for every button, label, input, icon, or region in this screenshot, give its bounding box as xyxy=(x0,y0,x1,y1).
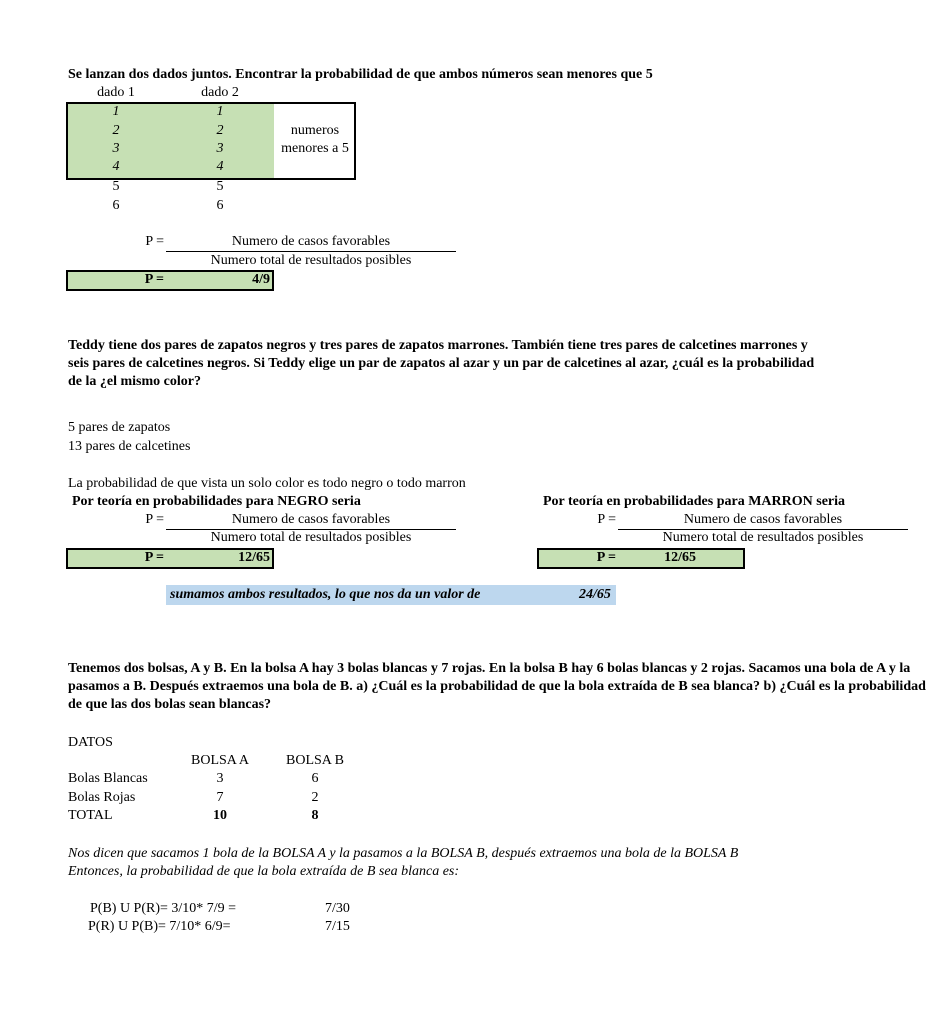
explanation-line2: Entonces, la probabilidad de que la bola extraída de B sea blanca es: xyxy=(68,864,460,879)
problem2-line1: Teddy tiene dos pares de zapatos negros y tres pares de zapatos marrones. También tiene tres pares de calcetines marrones y xyxy=(68,338,808,353)
zapatos-count: 5 pares de zapatos xyxy=(68,420,171,435)
row-label: Bolas Blancas xyxy=(68,771,148,786)
dado1-cell: 6 xyxy=(112,198,120,213)
left-p-label: P = xyxy=(145,512,164,527)
problem3-line2: pasamos a B. Después extraemos una bola de B. a) ¿Cuál es la probabilidad de que la bola extraída de B sea blanca? b) ¿Cuál es la probabilidad xyxy=(68,679,926,694)
dado2-cell: 1 xyxy=(216,104,224,119)
sum-text: sumamos ambos resultados, lo que nos da un valor de xyxy=(170,587,481,602)
row-label: TOTAL xyxy=(68,808,113,823)
sum-value: 24/65 xyxy=(579,587,611,602)
right-numerator: Numero de casos favorables xyxy=(683,512,843,527)
explanation-line1: Nos dicen que sacamos 1 bola de la BOLSA A y la pasamos a la BOLSA B, después extraemos una bola de la BOLSA B xyxy=(68,846,739,861)
problem1-question: Se lanzan dos dados juntos. Encontrar la probabilidad de que ambos números sean menores que 5 xyxy=(68,67,653,82)
dado1-cell: 2 xyxy=(112,123,120,138)
dado2-cell: 2 xyxy=(216,123,224,138)
col-bolsa-b: BOLSA B xyxy=(286,753,344,768)
calcetines-count: 13 pares de calcetines xyxy=(68,439,191,454)
problem2-line2: seis pares de calcetines negros. Si Teddy elige un par de zapatos al azar y un par de calcetines al azar, ¿cuál es la probabilidad xyxy=(68,356,815,371)
dado1-cell: 3 xyxy=(112,141,120,156)
row-value-b: 8 xyxy=(311,808,319,823)
left-result-label: P = xyxy=(144,550,164,565)
right-p-label: P = xyxy=(597,512,616,527)
problem3-line3: de que las dos bolas sean blancas? xyxy=(68,697,272,712)
row-value-a: 10 xyxy=(213,808,227,823)
calc1-expression: P(B) U P(R)= 3/10* 7/9 = xyxy=(90,901,237,916)
result-value: 4/9 xyxy=(252,272,270,287)
header-dado2: dado 2 xyxy=(201,85,239,100)
note-numeros: numeros xyxy=(290,123,340,138)
row-value-b: 6 xyxy=(311,771,319,786)
dado2-cell: 4 xyxy=(216,159,224,174)
right-denominator: Numero total de resultados posibles xyxy=(662,530,864,545)
right-result-value: 12/65 xyxy=(664,550,696,565)
row-label: Bolas Rojas xyxy=(68,790,136,805)
note-menores: menores a 5 xyxy=(281,141,349,156)
calc2-value: 7/15 xyxy=(325,919,350,934)
left-heading: Por teoría en probabilidades para NEGRO seria xyxy=(72,494,361,509)
fraction-numerator: Numero de casos favorables xyxy=(231,234,391,249)
col-bolsa-a: BOLSA A xyxy=(191,753,249,768)
dado1-cell: 4 xyxy=(112,159,120,174)
calc1-value: 7/30 xyxy=(325,901,350,916)
right-heading: Por teoría en probabilidades para MARRON seria xyxy=(543,494,846,509)
left-result-value: 12/65 xyxy=(238,550,270,565)
result-label: P = xyxy=(144,272,164,287)
problem2-line3: de la ¿el mismo color? xyxy=(68,374,201,389)
datos-label: DATOS xyxy=(68,735,113,750)
dado2-cell: 6 xyxy=(216,198,224,213)
header-dado1: dado 1 xyxy=(97,85,135,100)
problem3-line1: Tenemos dos bolsas, A y B. En la bolsa A hay 3 bolas blancas y 7 rojas. En la bolsa B hay 6 bolas blancas y 2 rojas. Sacamos una bola de A y la xyxy=(68,661,911,676)
dado2-cell: 3 xyxy=(216,141,224,156)
dado2-cell: 5 xyxy=(216,179,224,194)
left-numerator: Numero de casos favorables xyxy=(231,512,391,527)
dado1-cell: 5 xyxy=(112,179,120,194)
row-value-b: 2 xyxy=(311,790,319,805)
row-value-a: 7 xyxy=(216,790,224,805)
fraction-denominator: Numero total de resultados posibles xyxy=(210,253,412,268)
left-denominator: Numero total de resultados posibles xyxy=(210,530,412,545)
calc2-expression: P(R) U P(B)= 7/10* 6/9= xyxy=(88,919,231,934)
right-result-label: P = xyxy=(596,550,616,565)
problem2-intro: La probabilidad de que vista un solo color es todo negro o todo marron xyxy=(68,476,466,491)
p-label: P = xyxy=(145,234,164,249)
dado1-cell: 1 xyxy=(112,104,120,119)
row-value-a: 3 xyxy=(216,771,224,786)
